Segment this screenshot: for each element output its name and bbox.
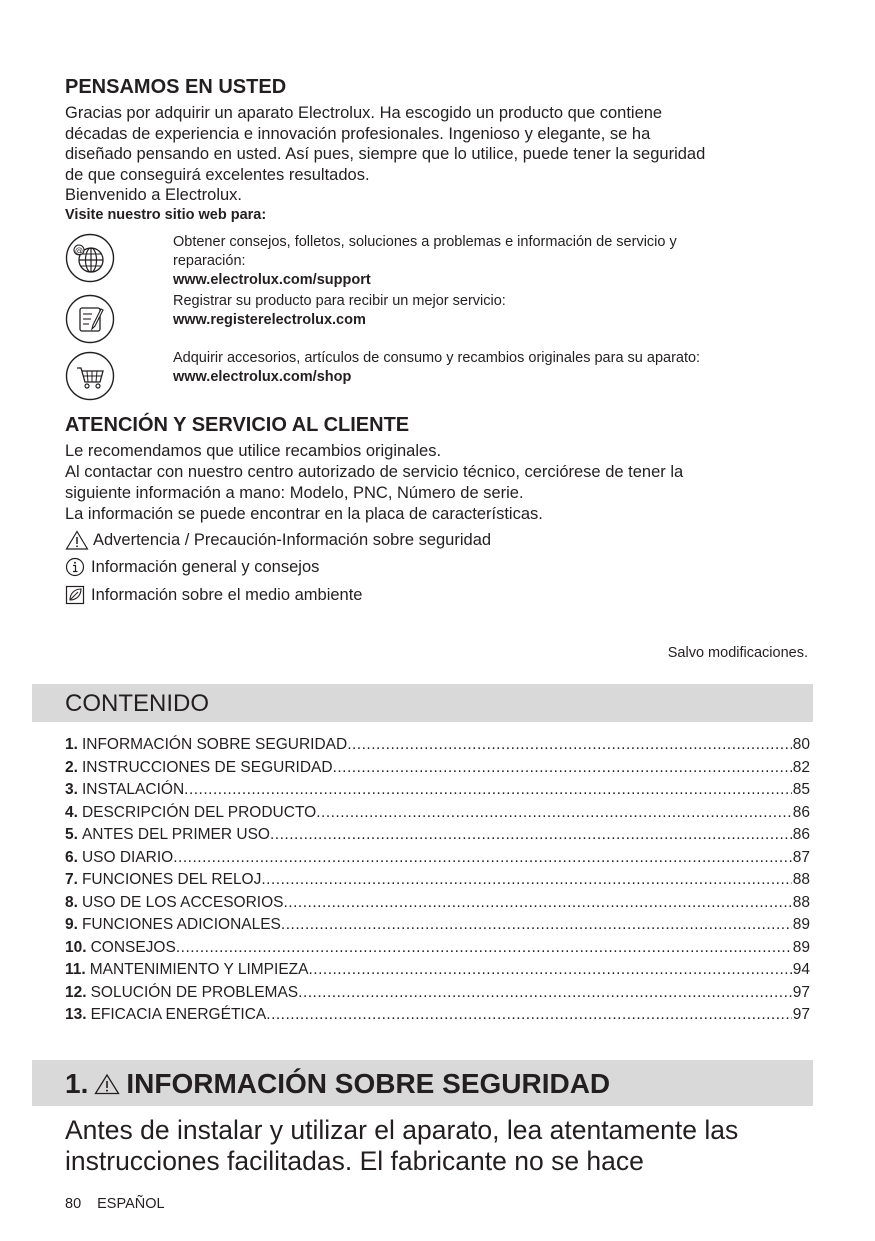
contents-header-band [32,684,813,722]
toc-number: 1. [65,736,78,753]
toc-title: INFORMACIÓN SOBRE SEGURIDAD [81,736,348,753]
welcome-line: Gracias por adquirir un aparato Electrolux. Ha escogido un producto que contiene [65,104,663,122]
toc-entry[interactable] [65,779,810,802]
toc-title: DESCRIPCIÓN DEL PRODUCTO [81,803,317,821]
warning-triangle-icon [94,1073,120,1095]
footer-language: ESPAÑOL [97,1196,165,1212]
safety-heading [65,1068,610,1100]
toc-number: 9. [65,916,78,933]
warning-triangle-icon [65,530,89,550]
support-url-link[interactable]: www.electrolux.com/support [173,272,371,288]
toc-page: 97 [792,1006,810,1023]
welcome-line: décadas de experiencia e innovación profesionales. Ingenioso y elegante, se ha [65,124,651,143]
toc-entry[interactable] [65,824,810,847]
toc-number: 7. [65,871,78,888]
service-line: siguiente información a mano: Modelo, PNC, Número de serie. [65,484,524,502]
toc-number: 13. [65,1006,87,1023]
safety-section-number: 1. [65,1068,89,1099]
toc-title: INSTALACIÓN [81,781,185,798]
subject-to-change-note: Salvo modificaciones. [667,645,808,661]
page-number: 80 [65,1196,82,1212]
legend-text: Advertencia / Precaución-Información sobre seguridad [93,531,492,549]
web-link-shop [173,349,793,387]
legend-info [65,557,319,577]
toc-entry[interactable] [65,734,810,757]
toc-page: 86 [792,803,810,821]
register-url-link[interactable]: www.registerelectrolux.com [173,312,366,328]
toc-page: 87 [792,848,810,866]
toc-number: 10. [65,938,87,956]
svg-text:@: @ [75,246,83,255]
toc-number: 12. [65,983,87,1001]
toc-page: 89 [792,938,810,956]
toc-page: 85 [792,781,810,798]
welcome-heading: PENSAMOS EN USTED [65,76,287,98]
toc-page: 88 [792,893,810,911]
toc-entry[interactable] [65,892,810,915]
toc-number: 6. [65,848,78,866]
shopping-cart-icon [65,351,115,401]
service-paragraph [65,441,825,525]
toc-title: ANTES DEL PRIMER USO [81,826,270,843]
service-line: Al contactar con nuestro centro autorizado de servicio técnico, cerciórese de tener la [65,463,684,481]
web-link-description: Registrar su producto para recibir un mejor servicio: [173,293,506,309]
toc-page: 80 [792,736,810,753]
toc-title: MANTENIMIENTO Y LIMPIEZA [89,961,309,978]
safety-section-title: INFORMACIÓN SOBRE SEGURIDAD [126,1068,611,1099]
welcome-paragraph [65,103,825,206]
page-footer [65,1196,165,1212]
service-line: Le recomendamos que utilice recambios originales. [65,442,442,460]
register-pen-icon [65,294,115,344]
welcome-line: Bienvenido a Electrolux. [65,186,243,204]
service-line: La información se puede encontrar en la placa de características. [65,505,543,523]
toc-title: USO DIARIO [81,848,174,866]
contents-heading: CONTENIDO [65,690,209,717]
toc-entry[interactable] [65,1004,810,1027]
welcome-line: diseñado pensando en usted. Así pues, siempre que lo utilice, puede tener la seguridad [65,145,706,163]
legend-text: Información sobre el medio ambiente [91,586,363,604]
visit-website-label: Visite nuestro sitio web para: [65,207,267,223]
toc-title: SOLUCIÓN DE PROBLEMAS [90,983,299,1001]
web-link-description: Obtener consejos, folletos, soluciones a problemas e información de servicio y [173,234,677,250]
toc-entry[interactable] [65,914,810,937]
toc-entry[interactable] [65,757,810,780]
web-link-description: Adquirir accesorios, artículos de consumo y recambios originales para su aparato: [173,350,701,366]
toc-number: 8. [65,893,78,911]
toc-title: FUNCIONES ADICIONALES [81,916,281,933]
service-heading: ATENCIÓN Y SERVICIO AL CLIENTE [65,414,410,436]
toc-title: FUNCIONES DEL RELOJ [81,871,262,888]
legend-warning [65,530,491,550]
info-circle-icon [65,557,87,577]
toc-entry[interactable] [65,802,810,825]
safety-intro-line: instrucciones facilitadas. El fabricante no se hace [65,1146,644,1176]
toc-page: 89 [792,916,810,933]
toc-number: 4. [65,803,78,821]
toc-title: EFICACIA ENERGÉTICA [90,1006,267,1023]
globe-at-icon [65,233,115,283]
leaf-environment-icon [65,585,87,605]
legend-text: Información general y consejos [91,558,320,576]
toc-entry[interactable] [65,959,810,982]
safety-header-band [32,1060,813,1106]
safety-intro-line: Antes de instalar y utilizar el aparato, lea atentamente las [65,1115,739,1145]
toc-number: 2. [65,758,78,776]
toc-number: 3. [65,781,78,798]
toc-entry[interactable] [65,937,810,960]
welcome-line: de que conseguirá excelentes resultados. [65,165,370,184]
toc-title: CONSEJOS [90,938,176,956]
web-link-register [173,292,793,330]
toc-page: 86 [792,826,810,843]
legend-environment [65,585,362,605]
toc-number: 11. [65,961,86,978]
toc-entry[interactable] [65,982,810,1005]
toc-number: 5. [65,826,78,843]
toc-page: 82 [792,758,810,776]
toc-page: 88 [792,871,810,888]
toc-page: 94 [792,961,810,978]
shop-url-link[interactable]: www.electrolux.com/shop [173,369,352,385]
web-link-support [173,233,793,290]
toc-entry[interactable] [65,869,810,892]
toc-page: 97 [792,983,810,1001]
toc-entry[interactable] [65,847,810,870]
web-link-description: reparación: [173,253,246,269]
toc-title: INSTRUCCIONES DE SEGURIDAD [81,758,333,776]
table-of-contents [65,734,810,1027]
safety-intro [65,1115,825,1177]
toc-title: USO DE LOS ACCESORIOS [81,893,284,911]
